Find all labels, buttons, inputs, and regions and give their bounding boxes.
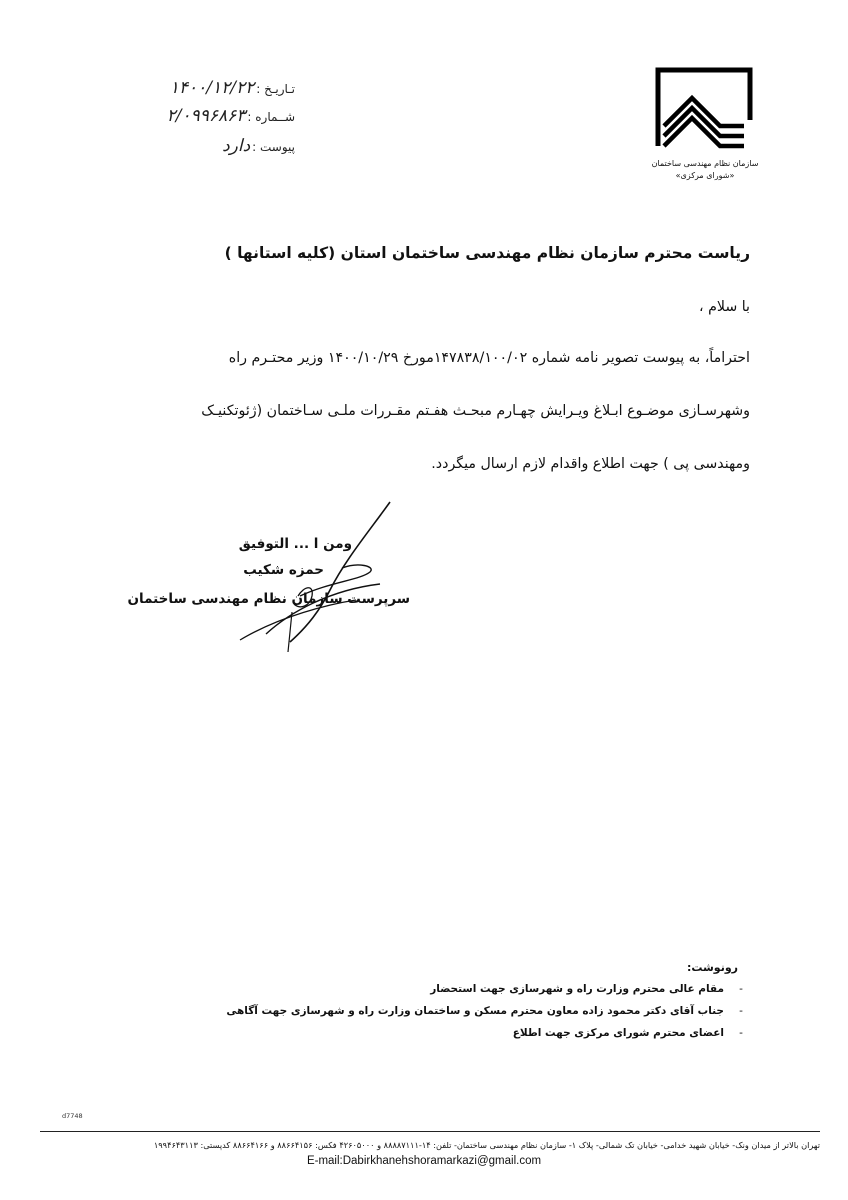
org-logo xyxy=(640,66,770,191)
org-sub-name: «شورای مرکزی» xyxy=(675,171,735,180)
cc-dash: - xyxy=(739,1005,743,1017)
number-value: ۲/۰۹۹۶۸۶۳ xyxy=(166,106,246,126)
cc-item-text: اعضای محترم شورای مرکزی جهت اطلاع xyxy=(512,1027,724,1039)
cc-dash: - xyxy=(739,1027,743,1039)
footer-address: تهران بالاتر از میدان ونک- خیابان شهید خدامی- خیابان تک شمالی- پلاک ۱- سازمان نظام مهندسی ساختمان- تلفن: ۱۴-۸۸۸۸۷۱۱۱ و ۴۲۶۰۵۰۰۰ فکس: ۸۸۶۶۴۱۵۶ و ۸۸۶۶۴۱۶۶ کدپستی: ۱۹۹۴۶۴۳۱۱۳ xyxy=(153,1140,820,1150)
body-line-3: ومهندسی پی ) جهت اطلاع واقدام لازم ارسال میگردد. xyxy=(431,456,750,472)
signature-closing: ومن ا ... التوفیق xyxy=(238,536,352,552)
date-value: ۱۴۰۰/۱۲/۲۲ xyxy=(169,78,255,98)
footer-email: E-mail:Dabirkhanehshoramarkazi@gmail.com xyxy=(306,1155,542,1167)
attachment-row xyxy=(222,136,295,156)
cc-item xyxy=(430,983,758,995)
cc-item-text: جناب آقای دکتر محمود زاده معاون محترم مسکن و ساختمان وزارت راه و شهرسازی جهت آگاهی xyxy=(226,1005,724,1017)
cc-item xyxy=(513,1027,758,1039)
cc-dash: - xyxy=(739,983,743,995)
attachment-label: پیوست : xyxy=(252,140,295,154)
date-row xyxy=(170,78,295,98)
date-label: تـاریـخ : xyxy=(256,82,295,96)
reference-code: d7748 xyxy=(62,1112,83,1120)
org-logo-icon xyxy=(640,66,770,158)
number-row xyxy=(167,106,295,126)
org-logo-caption xyxy=(640,158,770,182)
handwritten-signature xyxy=(180,500,410,660)
letter-meta xyxy=(100,72,295,167)
signatory-title: سرپرست سازمان نظام مهندسی ساختمان xyxy=(127,591,410,607)
footer-divider xyxy=(40,1131,820,1132)
body-line-2: وشهرسـازی موضـوع ابـلاغ ویـرایش چهـارم مبحـث هفـتم مقـررات ملـی سـاختمان (ژئوتکنیـک xyxy=(201,403,750,419)
attachment-value: دارد xyxy=(222,136,251,156)
cc-item-text: مقام عالی محترم وزارت راه و شهرسازی جهت استحضار xyxy=(430,983,724,995)
number-label: شــماره : xyxy=(247,110,295,124)
signatory-name: حمزه شکیب xyxy=(243,562,324,578)
recipient-heading: ریاست محترم سازمان نظام مهندسی ساختمان استان (کلیه استانها ) xyxy=(224,244,750,262)
cc-item xyxy=(226,1005,758,1017)
body-line-1: احتراماً، به پیوست تصویر نامه شماره ۱۴۷۸۳۸/۱۰۰/۰۲مورخ ۱۴۰۰/۱۰/۲۹ وزیر محتـرم راه xyxy=(228,350,750,366)
signature-block xyxy=(127,500,410,660)
greeting: با سلام ، xyxy=(698,299,750,315)
org-name: سازمان نظام مهندسی ساختمان xyxy=(651,159,759,168)
cc-heading: رونوشت: xyxy=(686,961,738,974)
